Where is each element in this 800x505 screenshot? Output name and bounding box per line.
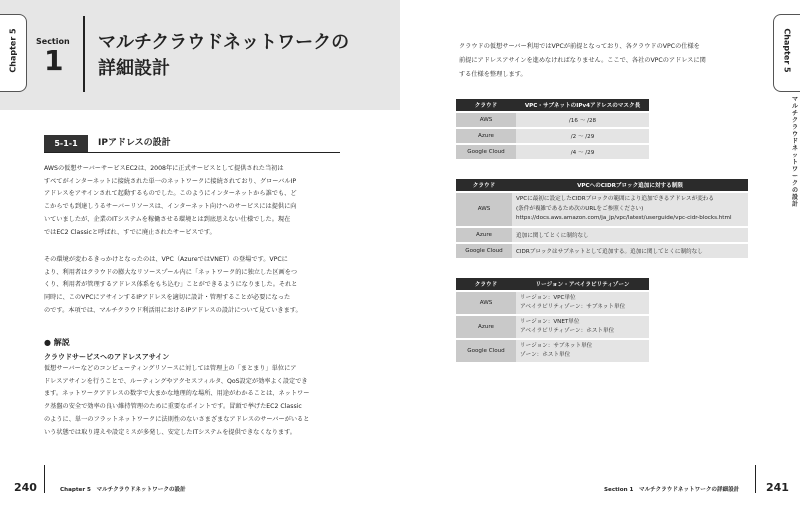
paragraph-2: [44, 254, 344, 318]
table-cell: AWS: [456, 112, 516, 128]
commentary-heading: ● 解説: [44, 338, 70, 347]
chapter-tab-right: [773, 14, 800, 92]
text-line: すべてがインターネットに接続された単一のネットワークに接続されており、グローバルIP: [44, 177, 297, 185]
text-line: クラウドの仮想サーバー利用ではVPCが前提となっており、各クラウドのVPCの仕様を: [459, 43, 700, 50]
text-line: 前提にアドレスアサインを進めなければなりません。ここで、各社のVPCのアドレスに関: [459, 57, 706, 64]
table-cell: [516, 339, 649, 362]
table-cell: 追加に関してとくに制約なし: [512, 227, 748, 243]
footer-rule: [44, 465, 45, 493]
section-title-line: マルチクラウドネットワークの: [98, 32, 350, 53]
page-number: 240: [14, 481, 37, 494]
region-zone-table: [456, 278, 649, 362]
paragraph-1: [44, 163, 344, 239]
cell-line: リージョン：VPC単位: [520, 295, 576, 301]
subsection-number: 5-1-1: [44, 135, 88, 152]
cell-line: ゾーン：ホスト単位: [520, 352, 571, 358]
cell-line: アベイラビリティゾーン：サブネット単位: [520, 304, 626, 310]
page-number: 241: [766, 481, 789, 494]
table-row: [456, 144, 649, 159]
right-page: [400, 0, 800, 505]
table-cell: AWS: [456, 291, 516, 315]
text-line: その環境が変わるきっかけとなったのは、VPC（AzureではVNET）の登場です。VPCに: [44, 256, 288, 263]
section-word: Section: [36, 37, 70, 46]
text-line: する仕様を整理します。: [459, 71, 527, 78]
text-line: AWSの仮想サーバーサービスEC2は、2008年に正式サービスとして提供された当初は: [44, 165, 284, 172]
text-line: より、利用者はクラウドの膨大なリソースプール内に「ネットワーク的に独立した区画をつ: [44, 268, 298, 276]
text-line: のように、単一のフラットネットワークに法則性のないさまざまなアドレスのサーバーがいると: [44, 415, 310, 423]
table-row: [456, 112, 649, 128]
cell-line: リージョン：VNET単位: [520, 319, 580, 325]
commentary-subheading: クラウドサービスへのアドレスアサイン: [44, 353, 170, 361]
cell-line: https://docs.aws.amazon.com/ja_jp/vpc/latest/userguide/vpc-cidr-blocks.html: [516, 215, 732, 221]
table-row: [456, 339, 649, 362]
table-header: クラウド: [456, 99, 516, 112]
table-header: VPC・サブネットのIPv4アドレスのマスク長: [516, 99, 649, 112]
section-number: 1: [44, 44, 64, 77]
table-cell: Google Cloud: [456, 243, 512, 258]
paragraph-3: [44, 363, 344, 439]
table-cell: AWS: [456, 192, 512, 227]
table-cell: [512, 192, 748, 227]
text-line: 同時に、このVPCにアサインするIPアドレスを適切に設計・管理することが必要になった: [44, 294, 291, 302]
table-cell: /16 ～ /28: [516, 112, 649, 128]
text-line: ます。ネットワークアドレスの数字で大まかな地理的な場所、用途がわかることは、ネットワー: [44, 390, 310, 398]
chapter-tab-label: Chapter 5: [782, 28, 792, 73]
table-row: [456, 128, 649, 144]
table-header: リージョン・アベイラビリティゾーン: [516, 278, 649, 291]
side-running-title: マルチクラウドネットワークの設計: [792, 96, 799, 208]
text-line: ドレスアサインを行うことで、ルーティングやアクセスフィルタ、QoS設定が効率よく設定でき: [44, 377, 308, 385]
text-line: ク基盤の安全で効率の良い維持管理のために重要なポイントです。冒頭で挙げたEC2 Classic: [44, 403, 302, 411]
table-row: [456, 243, 748, 258]
cidr-limit-table: [456, 179, 748, 258]
table-header-row: [456, 99, 649, 112]
table-cell: Google Cloud: [456, 144, 516, 159]
text-line: くり、利用者が管理するアドレス体系をもち込む」ことができるようになりました。それと: [44, 281, 298, 289]
table-row: [456, 291, 649, 315]
intro-paragraph: [459, 40, 759, 82]
mask-length-table: [456, 99, 649, 159]
table-cell: Azure: [456, 315, 516, 339]
text-line: こからでも到達しうるサーバーリソースは、インターネット向けへのサービスには提供に向: [44, 203, 297, 211]
section-divider: [83, 16, 85, 92]
table-cell: Google Cloud: [456, 339, 516, 362]
table-cell: /4 ～ /29: [516, 144, 649, 159]
text-line: のです。本項では、マルチクラウド利活用におけるIPアドレスの設計について見ていきます。: [44, 306, 302, 314]
table-row: [456, 192, 748, 227]
table-header: VPCへのCIDRブロック追加に対する制限: [512, 179, 748, 192]
footer-rule: [755, 465, 756, 493]
subsection-title: IPアドレスの設計: [98, 138, 171, 148]
chapter-tab-label: Chapter 5: [8, 28, 18, 73]
table-cell: Azure: [456, 128, 516, 144]
section-title-line: 詳細設計: [98, 58, 170, 79]
text-line: アドレスをアサインされて起動するものでした。このようにインターネットから誰でも、ど: [44, 190, 297, 198]
table-header-row: [456, 179, 748, 192]
section-title: [98, 30, 349, 82]
table-header: クラウド: [456, 278, 516, 291]
table-header: クラウド: [456, 179, 512, 192]
text-line: いう状態では取り違えや設定ミスが多発し、安定したITシステムを提供できなくなります。: [44, 428, 296, 436]
subsection-heading: [44, 135, 340, 153]
footer-running-title: Chapter 5 マルチクラウドネットワークの設計: [60, 487, 186, 493]
table-cell: Azure: [456, 227, 512, 243]
table-cell: [516, 291, 649, 315]
table-cell: CIDRブロックはサブネットとして追加する。追加に関してとくに制約なし: [512, 243, 748, 258]
cell-line: アベイラビリティゾーン：ホスト単位: [520, 328, 615, 334]
text-line: いていましたが、企業のITシステムを稼働させる環境とは到底思えない仕様でした。現在: [44, 215, 291, 223]
text-line: 仮想サーバーなどのコンピューティングリソースに対しては管理上の「まとまり」単位にア: [44, 365, 297, 372]
cell-line: (条件が複雑であるため次のURLをご参照ください): [516, 205, 644, 212]
table-cell: /2 ～ /29: [516, 128, 649, 144]
table-row: [456, 315, 649, 339]
table-row: [456, 227, 748, 243]
chapter-tab-left: [0, 14, 27, 92]
table-cell: [516, 315, 649, 339]
cell-line: リージョン：サブネット単位: [520, 343, 593, 349]
text-line: ではEC2 Classicと呼ばれ、すでに廃止されたサービスです。: [44, 228, 216, 236]
cell-line: VPCに最初に設定したCIDRブロックの範囲により追加できるアドレスが変わる: [516, 196, 714, 202]
table-header-row: [456, 278, 649, 291]
footer-running-title: Section 1 マルチクラウドネットワークの詳細設計: [604, 487, 740, 493]
